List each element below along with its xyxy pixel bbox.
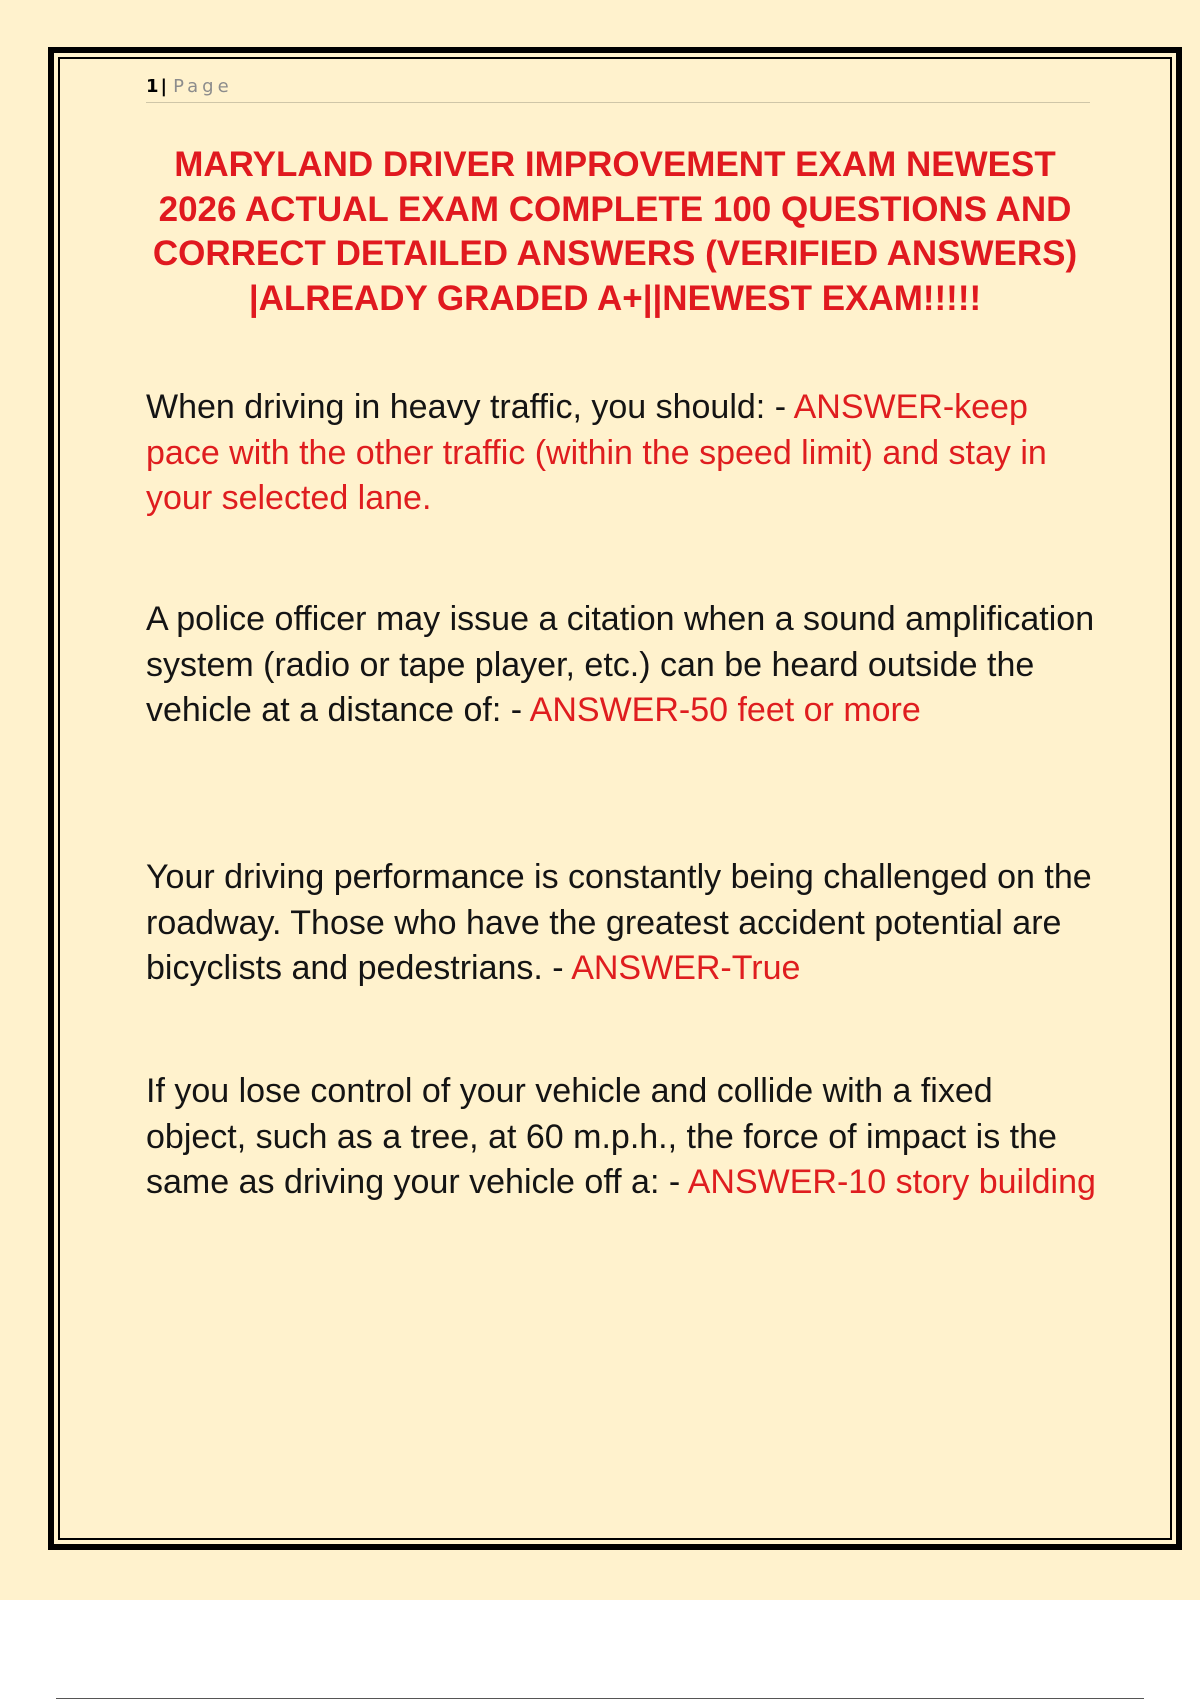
question-text: If you lose control of your vehicle and collide with a fixed object, such as a tree, at 60 m.p.h., the force of impact is the same as driving your vehicle off a: - (146, 1072, 1057, 1201)
answer-text: ANSWER-50 feet or more (529, 691, 921, 729)
answer-text: ANSWER-keep pace with the other traffic (within the speed limit) and stay in your selected lane. (146, 388, 1047, 517)
page-header (146, 74, 1090, 103)
qa-item-4 (146, 1069, 1096, 1206)
qa-item-3 (146, 855, 1096, 992)
question-text: Your driving performance is constantly being challenged on the roadway. Those who have the greatest accident potential are bicyclists and pedestrians. - (146, 858, 1092, 987)
page-label: Page (173, 76, 233, 97)
answer-text: ANSWER-True (571, 949, 801, 987)
document-title: MARYLAND DRIVER IMPROVEMENT EXAM NEWEST 2026 ACTUAL EXAM COMPLETE 100 QUESTIONS AND CORRECT DETAILED ANSWERS (VERIFIED ANSWERS) |ALREADY GRADED A+||NEWEST EXAM!!!!! (152, 145, 1078, 318)
question-text: A police officer may issue a citation when a sound amplification system (radio or tape player, etc.) can be heard outside the vehicle at a distance of: - (146, 600, 1095, 729)
bottom-divider (56, 1698, 1144, 1699)
answer-text: ANSWER-10 story building (687, 1163, 1096, 1201)
qa-item-1 (146, 385, 1096, 522)
qa-item-2 (146, 597, 1096, 734)
page-header-separator: | (160, 76, 168, 97)
page-number: 1 (146, 76, 159, 97)
question-text: When driving in heavy traffic, you should: - (146, 388, 794, 426)
